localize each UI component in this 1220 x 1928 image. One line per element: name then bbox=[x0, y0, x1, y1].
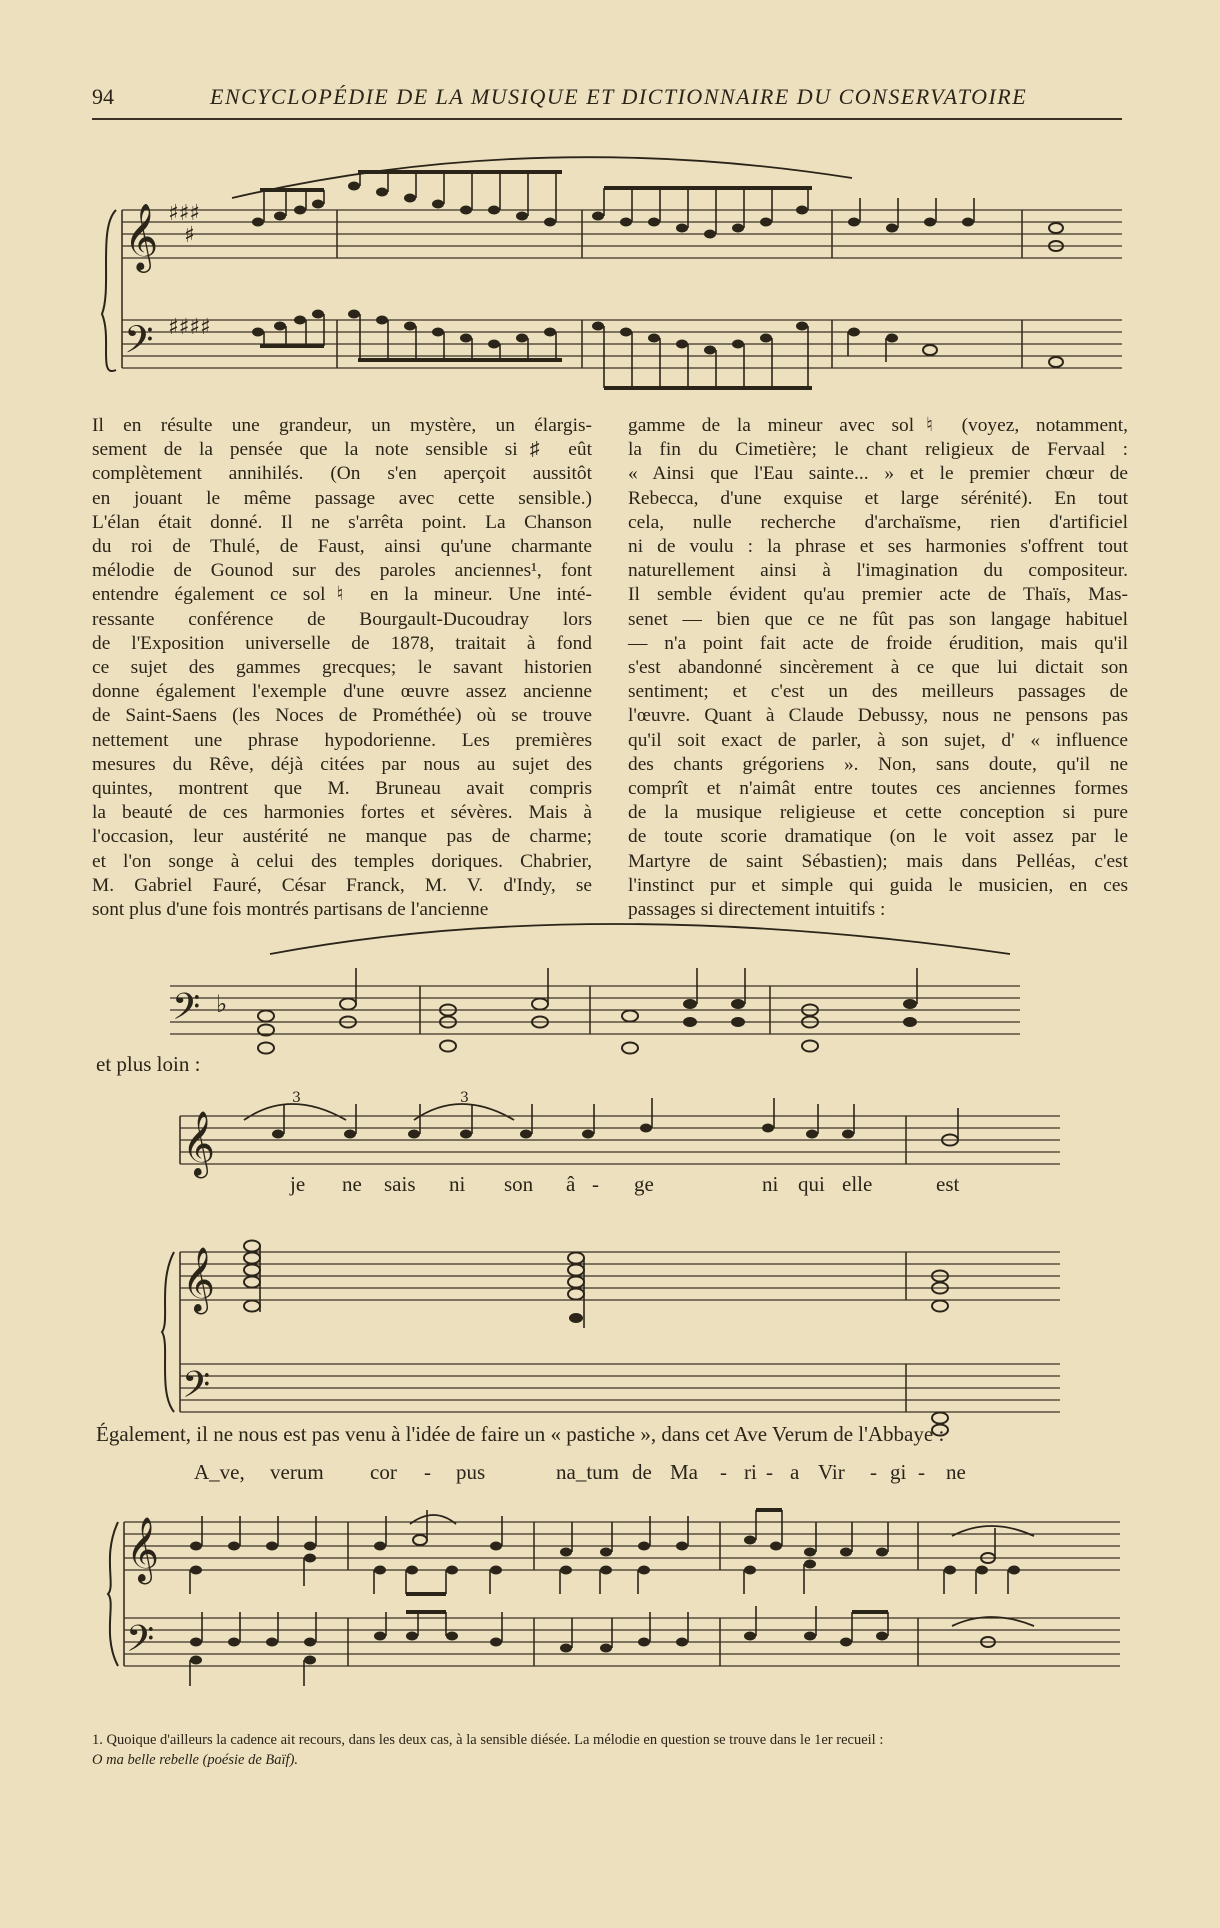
lyric: elle bbox=[842, 1172, 873, 1196]
egalement-line: Également, il ne nous est pas venu à l'idée de faire un « pastiche », dans cet Ave Verum de l'Abbaye : bbox=[96, 1422, 945, 1446]
svg-text:♭: ♭ bbox=[216, 990, 228, 1018]
svg-text:𝄞: 𝄞 bbox=[124, 202, 159, 270]
lyric: ri bbox=[744, 1460, 757, 1484]
paragraph-left bbox=[92, 414, 592, 922]
text-line: « Ainsi que l'Eau sainte... » et le premier chœur de bbox=[628, 463, 1128, 485]
piano-chords bbox=[244, 1241, 948, 1436]
text-line: l'occasion, leur austérité ne manque pas de charme; bbox=[92, 826, 592, 848]
svg-text:𝄞: 𝄞 bbox=[182, 1111, 216, 1176]
paragraph-right bbox=[628, 414, 1128, 922]
lyric: verum bbox=[270, 1460, 324, 1484]
lyric: est bbox=[936, 1172, 960, 1196]
lyric: je bbox=[290, 1172, 306, 1196]
et-plus-loin: et plus loin : bbox=[96, 1052, 201, 1076]
text-line: sont plus d'une fois montrés partisans de l'ancienne bbox=[92, 899, 489, 921]
svg-text:♯♯♯: ♯♯♯ bbox=[168, 201, 200, 226]
running-header bbox=[92, 84, 1122, 120]
svg-text:♯: ♯ bbox=[184, 223, 195, 248]
text-line: M. Gabriel Fauré, César Franck, M. V. d'Indy, se bbox=[92, 874, 592, 896]
text-line: l'instinct pur et simple qui guida le musicien, en ces bbox=[628, 874, 1128, 896]
treble-staff bbox=[122, 201, 1122, 273]
piano-treble-staff bbox=[180, 1247, 1060, 1314]
text-line: ce sujet des gammes grecques; le savant historien bbox=[92, 657, 592, 679]
text-line: de l'Exposition universelle de 1878, traitait à fond bbox=[92, 632, 592, 654]
lyric: â bbox=[566, 1172, 576, 1196]
svg-text:𝄢: 𝄢 bbox=[172, 986, 201, 1037]
svg-text:𝄞: 𝄞 bbox=[126, 1517, 160, 1582]
lyric: ni bbox=[449, 1172, 466, 1196]
text-line: donne également l'exemple d'une œuvre assez ancienne bbox=[92, 681, 592, 703]
text-line: des chants grégoriens ». Non, sans doute, qu'il ne bbox=[628, 753, 1128, 775]
text-line: ressante conférence de Bourgault-Ducoudray lors bbox=[92, 608, 592, 630]
lyric: ni bbox=[762, 1172, 779, 1196]
text-line: de la musique religieuse et cette conception si pure bbox=[628, 802, 1128, 824]
text-line: senet — bien que ce ne fût pas son langage habituel bbox=[628, 608, 1128, 630]
text-line: mesures du Rêve, déjà citées par nous au sujet des bbox=[92, 753, 592, 775]
text-line: Rebecca, d'une exquise et large sérénité). En tout bbox=[628, 487, 1128, 509]
text-line: sement de la pensée que la note sensible si♯ eût bbox=[92, 439, 592, 461]
text-line: l'œuvre. Quant à Claude Debussy, nous ne pensons pas bbox=[628, 705, 1128, 727]
text-line: mélodie de Gounod sur des paroles anciennes¹, font bbox=[92, 560, 592, 582]
text-line: Martyre de saint Sébastien); mais dans Pelléas, c'est bbox=[628, 850, 1128, 872]
voice-staff bbox=[180, 1111, 1060, 1178]
voice-notes bbox=[272, 1098, 958, 1146]
text-line: s'est abandonné sincèrement à ce que lui dictait son bbox=[628, 657, 1128, 679]
text-line: gamme de la mineur avec sol♮ (voyez, notamment, bbox=[628, 415, 1128, 436]
svg-text:𝄢: 𝄢 bbox=[126, 1618, 155, 1669]
text-line: la fin du Cimetière; le chant religieux de Fervaal : bbox=[628, 439, 1128, 461]
example-2-notes bbox=[258, 968, 917, 1054]
page-number: 94 bbox=[92, 84, 114, 109]
lyric: Ma bbox=[670, 1460, 698, 1484]
text-line: et l'on songe à celui des temples doriques. Chabrier, bbox=[92, 850, 592, 872]
text-line: quintes, montrent que M. Bruneau avait compris bbox=[92, 778, 592, 800]
lyric: na_tum bbox=[556, 1460, 619, 1484]
svg-text:𝄞: 𝄞 bbox=[182, 1247, 216, 1312]
footnote bbox=[92, 1730, 1122, 1770]
text-line: nettement une phrase hypodorienne. Les premières bbox=[92, 729, 592, 751]
lyric: ne bbox=[342, 1172, 362, 1196]
lyric: gi bbox=[890, 1460, 907, 1484]
lyric: qui bbox=[798, 1172, 825, 1196]
lyric: A_ve, bbox=[194, 1460, 245, 1484]
lyric: ne bbox=[946, 1460, 966, 1484]
text-line: comprît et n'aimât entre toutes ces anciennes formes bbox=[628, 778, 1128, 800]
lyric: - bbox=[766, 1460, 773, 1484]
treble-notes bbox=[252, 172, 1063, 251]
lyric: - bbox=[424, 1460, 431, 1484]
lyric: - bbox=[918, 1460, 925, 1484]
piano-bass-staff bbox=[180, 1364, 1060, 1415]
svg-text:♯♯♯♯: ♯♯♯♯ bbox=[168, 315, 211, 340]
lyric: - bbox=[592, 1172, 599, 1196]
lyric: Vir bbox=[818, 1460, 845, 1484]
text-line: — n'a point fait acte de froide érudition, mais qu'il bbox=[628, 632, 1128, 654]
text-line: complètement annihilés. (On s'en aperçoit aussitôt bbox=[92, 463, 592, 485]
lyric: sais bbox=[384, 1172, 416, 1196]
lyrics-ave-verum bbox=[0, 1460, 1220, 1490]
text-line: de toute scorie dramatique (on le voit assez par le bbox=[628, 826, 1128, 848]
text-line: entendre également ce sol♮ en la mineur. Une inté- bbox=[92, 584, 592, 606]
text-line: Il en résulte une grandeur, un mystère, un élargis- bbox=[92, 415, 592, 436]
lyric: son bbox=[504, 1172, 534, 1196]
lyrics-pelleas bbox=[0, 1172, 1220, 1202]
music-example-4 bbox=[110, 1496, 1120, 1696]
lyric: pus bbox=[456, 1460, 486, 1484]
text-line: Il semble évident qu'au premier acte de Thaïs, Mas- bbox=[628, 584, 1128, 606]
lyric: - bbox=[720, 1460, 727, 1484]
lyric: ge bbox=[634, 1172, 654, 1196]
lyric: cor bbox=[370, 1460, 397, 1484]
footnote-line-2: O ma belle rebelle (poésie de Baïf). bbox=[92, 1752, 299, 1768]
text-line: du roi de Thulé, de Faust, ainsi qu'une charmante bbox=[92, 536, 592, 558]
music-example-3 bbox=[160, 1082, 1060, 1432]
lyric: de bbox=[632, 1460, 652, 1484]
svg-text:𝄢: 𝄢 bbox=[182, 1364, 211, 1415]
lyric: a bbox=[790, 1460, 800, 1484]
text-line: ni de voulu : la phrase et ses harmonies s'offrent tout bbox=[628, 536, 1128, 558]
footnote-line-1: 1. Quoique d'ailleurs la cadence ait recours, dans les deux cas, à la sensible diésée. La mélodie en question se trouve dans le 1er recueil : bbox=[92, 1732, 884, 1748]
text-line: en jouant le même passage avec cette sensible.) bbox=[92, 487, 592, 509]
music-example-2 bbox=[170, 924, 1020, 1054]
text-line: cela, nulle recherche d'archaïsme, rien d'artificiel bbox=[628, 511, 1128, 533]
text-column-right bbox=[628, 414, 1128, 922]
text-line: la beauté de ces harmonies fortes et sévères. Mais à bbox=[92, 802, 592, 824]
text-line: passages si directement intuitifs : bbox=[628, 899, 886, 921]
running-title: ENCYCLOPÉDIE DE LA MUSIQUE ET DICTIONNAIRE DU CONSERVATOIRE bbox=[210, 84, 1028, 109]
bass-staff bbox=[122, 315, 1122, 371]
tuplet-2: 3 bbox=[460, 1090, 469, 1106]
music-example-1 bbox=[92, 138, 1122, 408]
ave-treble-staff bbox=[124, 1517, 1120, 1584]
text-line: naturellement ainsi à l'imagination du compositeur. bbox=[628, 560, 1128, 582]
svg-text:𝄢: 𝄢 bbox=[124, 317, 154, 371]
bass-notes bbox=[252, 310, 1063, 389]
text-line: L'élan était donné. Il ne s'arrêta point. La Chanson bbox=[92, 511, 592, 533]
text-line: de Saint-Saens (les Noces de Prométhée) où se trouve bbox=[92, 705, 592, 727]
lyric: - bbox=[870, 1460, 877, 1484]
text-line: sentiment; et c'est un des meilleurs passages de bbox=[628, 681, 1128, 703]
tuplet-1: 3 bbox=[292, 1090, 301, 1106]
text-line: qu'il soit exact de parler, à son sujet, d' « influence bbox=[628, 729, 1128, 751]
text-column-left bbox=[92, 414, 592, 922]
